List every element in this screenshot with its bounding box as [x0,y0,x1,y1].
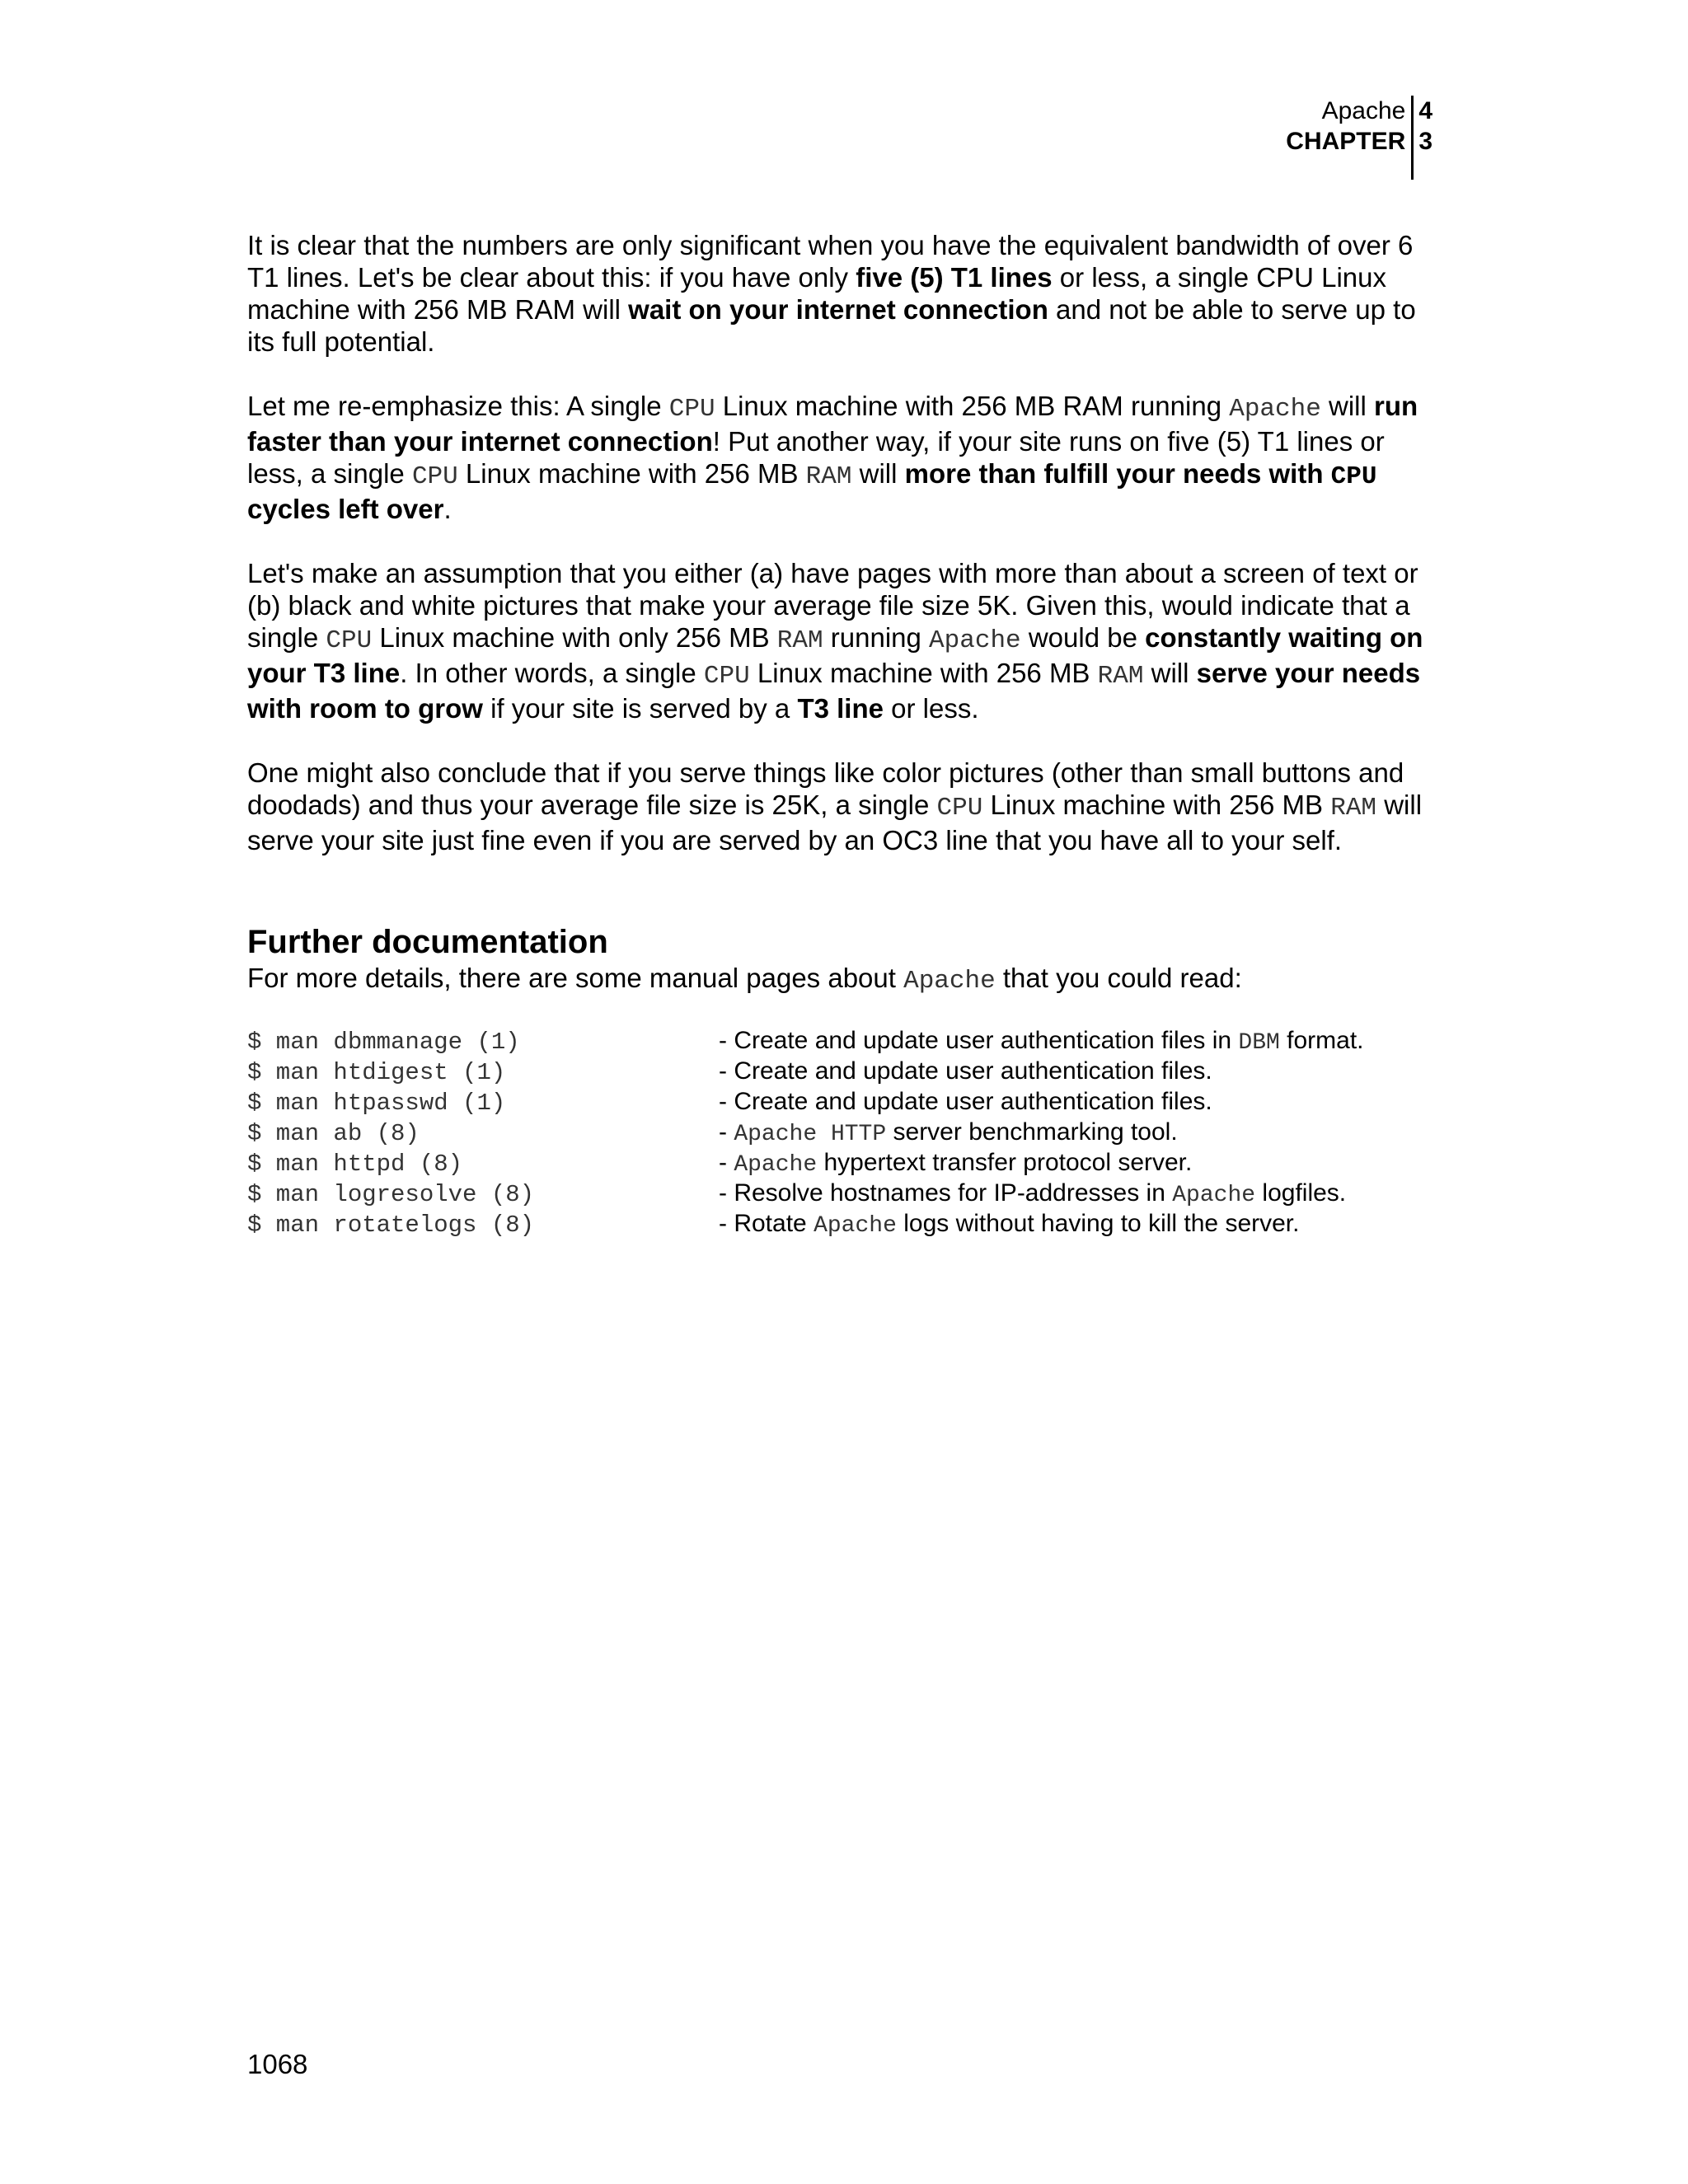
text-run: Let's make an assumption that you either (a) have pages with more than about a screen of text or (b) black and white pictures that make your average file size 5K. Given this, would indicate that a single [247,558,1418,653]
man-page-row [247,1118,1434,1149]
text-run: ! Put another way, if your site runs on five (5) T1 lines or less, a single [247,426,1385,489]
section-intro [247,962,1434,997]
text-run: For more details, there are some manual pages about [247,963,904,993]
text-run: Let me re-emphasize this: A single [247,391,669,421]
bold-run: constantly waiting on your T3 line [247,622,1423,688]
text-run: would be [1020,622,1146,653]
text-run: will serve your site just fine even if you are served by an OC3 line that you have all to your self. [247,790,1423,855]
page-body [247,229,1434,1240]
text-run: . [443,494,452,524]
bold-run: T3 line [797,693,884,724]
man-command: $ man rotatelogs (8) [247,1212,535,1239]
man-description: - Apache HTTP server benchmarking tool. [719,1118,1178,1147]
section-title: Further documentation [247,924,608,960]
man-page-row [247,1149,1434,1179]
header-chapter-number: 4 [1418,97,1432,124]
text-run: or less. [883,693,979,724]
header-section-number: 3 [1418,128,1432,155]
man-description: - Apache hypertext transfer protocol server. [719,1149,1193,1178]
man-description: - Create and update user authentication files in DBM format. [719,1027,1364,1056]
header-numbers [1414,96,1432,180]
code-run: Apache [903,967,996,996]
text-run: Linux machine with 256 MB [749,658,1098,688]
text-run: It is clear that the numbers are only significant when you have the equivalent bandwidth of over 6 T1 lines. Let's be clear about this: if you have only [247,230,1414,293]
man-command: $ man logresolve (8) [247,1181,535,1208]
text-run: Linux machine with only 256 MB [372,622,777,653]
man-page-row [247,1088,1434,1118]
paragraph-1 [247,229,1434,358]
man-description: - Create and update user authentication files. [719,1057,1212,1085]
text-run: will [851,458,905,489]
bold-run: more than fulfill your needs with [904,458,1331,489]
text-run: will [1320,391,1375,421]
text-run: Linux machine with 256 MB [982,790,1331,820]
running-header [1286,96,1432,180]
text-run: One might also conclude that if you serve things like color pictures (other than small buttons and doodads) and thus your average file size is 25K, a single [247,757,1404,820]
man-page-row [247,1210,1434,1240]
man-page-row [247,1027,1434,1057]
code-run: Apache [1229,395,1321,424]
paragraph-3 [247,557,1434,724]
man-command: $ man dbmmanage (1) [247,1029,520,1056]
code-run: RAM [1097,662,1144,691]
header-topic: Apache [1321,97,1406,124]
code-run: CPU [703,662,750,691]
man-page-list [247,1027,1434,1240]
man-command: $ man htpasswd (1) [247,1090,506,1117]
code-run: RAM [776,626,823,655]
text-run: will [1143,658,1197,688]
paragraph-2 [247,390,1434,525]
code-run: Apache [929,626,1021,655]
man-description: - Rotate Apache logs without having to kill the server. [719,1210,1300,1239]
code-run: RAM [1330,794,1377,823]
text-run: that you could read: [995,963,1242,993]
text-run: running [823,622,930,653]
text-run: Linux machine with 256 MB [457,458,806,489]
header-labels [1286,96,1414,180]
man-description: - Resolve hostnames for IP-addresses in Apache logfiles. [719,1179,1347,1208]
text-run: or less, a single CPU Linux machine with 256 MB RAM will [247,262,1386,325]
bold-run: wait on your internet connection [628,294,1048,325]
man-command: $ man ab (8) [247,1120,420,1147]
code-run: CPU [326,626,373,655]
man-page-row [247,1179,1434,1210]
text-run: and not be able to serve up to its full potential. [247,294,1416,357]
header-chapter-label: CHAPTER [1286,128,1406,155]
man-command: $ man httpd (8) [247,1151,463,1178]
text-run: . In other words, a single [400,658,704,688]
bold-code-run: CPU [1330,462,1377,491]
code-run: CPU [411,462,458,491]
man-command: $ man htdigest (1) [247,1059,506,1086]
code-run: RAM [805,462,852,491]
paragraph-4 [247,757,1434,856]
text-run: Linux machine with 256 MB RAM running [715,391,1230,421]
man-description: - Create and update user authentication files. [719,1088,1212,1115]
code-run: CPU [936,794,983,823]
code-run: CPU [668,395,715,424]
bold-run: cycles left over [247,494,444,524]
man-page-row [247,1057,1434,1088]
bold-run: five (5) T1 lines [856,262,1053,293]
bold-run: serve your needs with room to grow [247,658,1421,724]
text-run: if your site is served by a [482,693,798,724]
page-number: 1068 [247,2049,308,2079]
bold-run: run faster than your internet connection [247,391,1418,457]
